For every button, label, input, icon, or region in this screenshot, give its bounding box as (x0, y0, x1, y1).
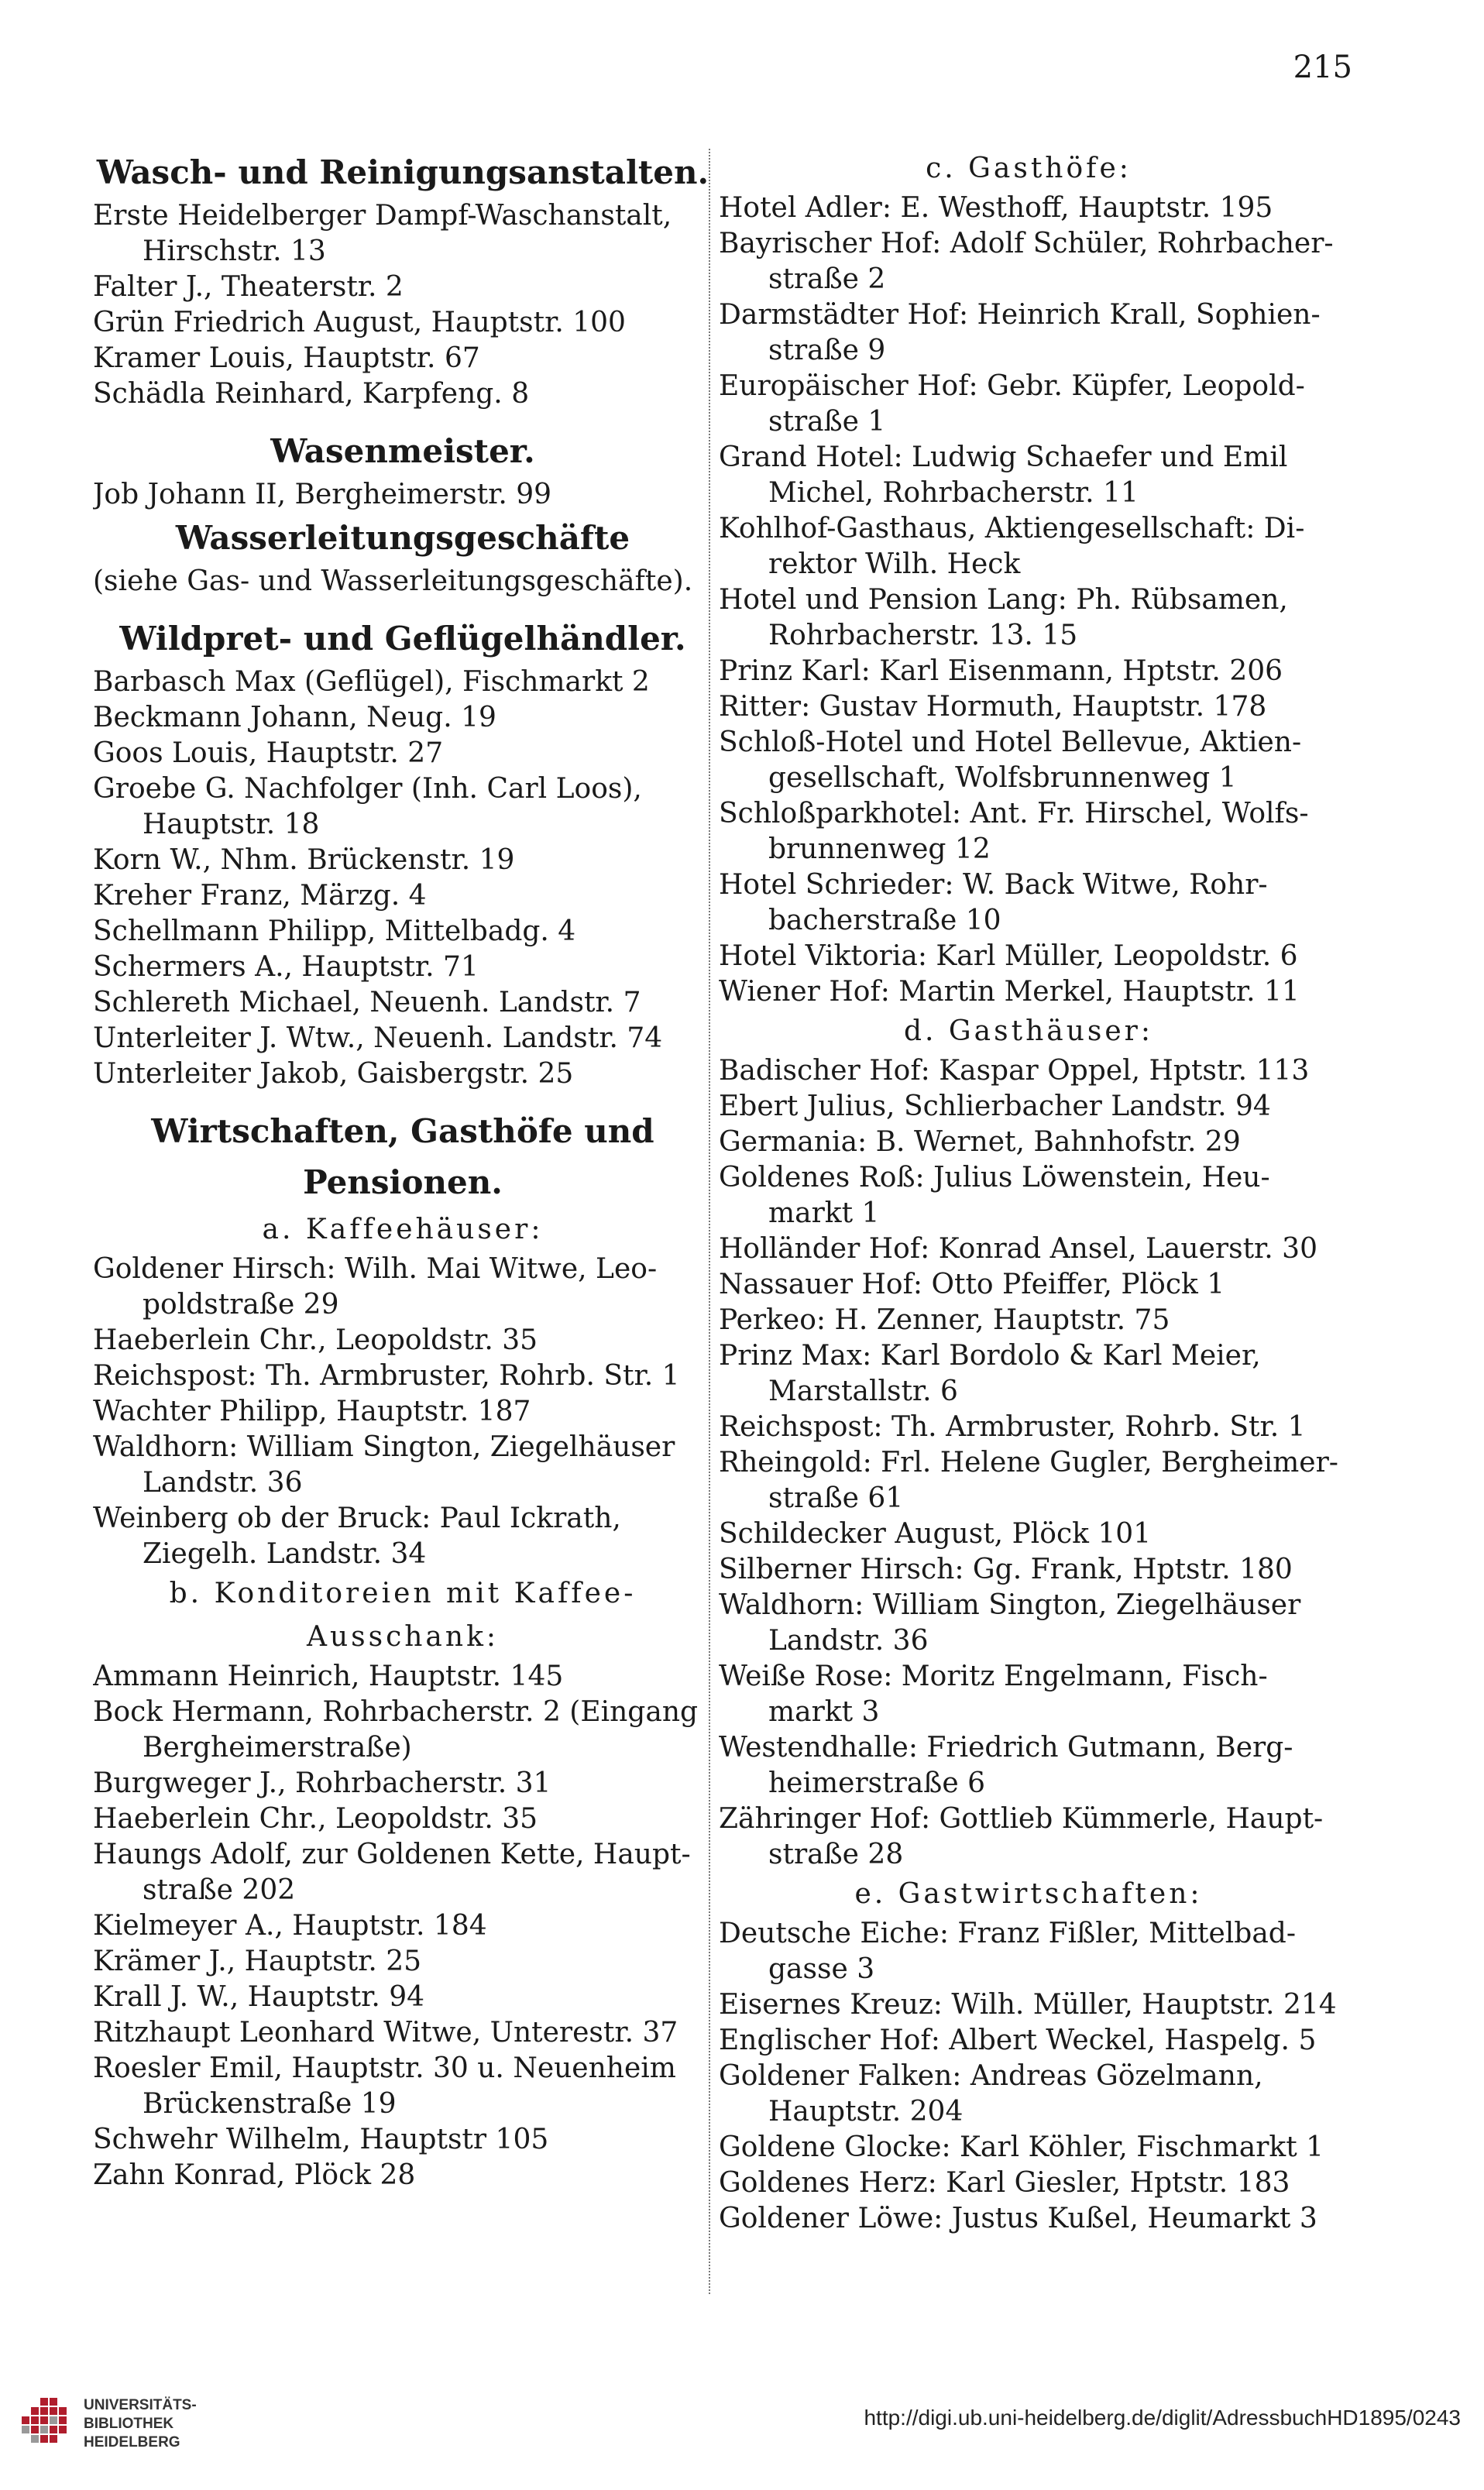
entry-continuation: Hauptstr. 18 (143, 809, 320, 840)
directory-entry: Eisernes Kreuz: Wilh. Müller, Hauptstr. 214 (719, 1989, 1337, 2021)
directory-entry: Schlereth Michael, Neuenh. Landstr. 7 (93, 987, 641, 1018)
university-library-logo-icon (17, 2393, 79, 2455)
directory-entry: Schildecker August, Plöck 101 (719, 1518, 1152, 1550)
directory-entry: Deutsche Eiche: Franz Fißler, Mittelbad- (719, 1918, 1296, 1949)
directory-entry: Kramer Louis, Hauptstr. 67 (93, 342, 480, 374)
library-name-line1: UNIVERSITÄTS- (84, 2397, 197, 2413)
entry-continuation: straße 9 (768, 335, 886, 366)
directory-entry: Hotel Viktoria: Karl Müller, Leopoldstr. 6 (719, 940, 1298, 972)
entry-continuation: straße 2 (768, 263, 886, 295)
entry-continuation: straße 1 (768, 406, 886, 438)
directory-entry: Goldener Löwe: Justus Kußel, Heumarkt 3 (719, 2203, 1317, 2234)
directory-entry: Schellmann Philipp, Mittelbadg. 4 (93, 915, 576, 947)
directory-entry: Zahn Konrad, Plöck 28 (93, 2159, 416, 2191)
subsection-heading: Ausschank: (306, 1621, 500, 1653)
entry-continuation: Ziegelh. Landstr. 34 (143, 1538, 427, 1570)
directory-entry: Reichspost: Th. Armbruster, Rohrb. Str. 1 (93, 1360, 680, 1392)
directory-entry: Prinz Max: Karl Bordolo & Karl Meier, (719, 1340, 1261, 1372)
directory-entry: Englischer Hof: Albert Weckel, Haspelg. 5 (719, 2025, 1317, 2056)
directory-entry: Wachter Philipp, Hauptstr. 187 (93, 1396, 531, 1427)
directory-entry: Zähringer Hof: Gottlieb Kümmerle, Haupt- (719, 1803, 1324, 1835)
entry-continuation: Marstallstr. 6 (768, 1376, 958, 1407)
directory-entry: Beckmann Johann, Neug. 19 (93, 702, 496, 733)
entry-continuation: markt 3 (768, 1696, 880, 1728)
library-name-line3: HEIDELBERG (84, 2434, 180, 2451)
directory-entry: Haungs Adolf, zur Goldenen Kette, Haupt- (93, 1839, 691, 1870)
directory-entry: Weiße Rose: Moritz Engelmann, Fisch- (719, 1661, 1268, 1692)
section-heading: Pensionen. (303, 1163, 503, 1201)
directory-entry: Hotel Adler: E. Westhoff, Hauptstr. 195 (719, 192, 1273, 224)
spacer (93, 1092, 713, 1106)
directory-entry: Silberner Hirsch: Gg. Frank, Hptstr. 180 (719, 1554, 1293, 1585)
directory-entry: Ritter: Gustav Hormuth, Hauptstr. 178 (719, 691, 1267, 723)
entry-continuation: poldstraße 29 (143, 1289, 339, 1321)
directory-entry: Bayrischer Hof: Adolf Schüler, Rohrbacher- (719, 228, 1334, 259)
directory-entry: Europäischer Hof: Gebr. Küpfer, Leopold- (719, 370, 1305, 402)
entry-continuation: heimerstraße 6 (768, 1767, 985, 1799)
entry-continuation: Landstr. 36 (143, 1467, 303, 1499)
directory-entry: Holländer Hof: Konrad Ansel, Lauerstr. 30 (719, 1233, 1317, 1265)
right-column (719, 147, 1338, 2237)
directory-entry: Hotel und Pension Lang: Ph. Rübsamen, (719, 584, 1288, 616)
section-heading: Wirtschaften, Gasthöfe und (151, 1112, 654, 1150)
directory-entry: Schloß-Hotel und Hotel Bellevue, Aktien- (719, 726, 1302, 758)
page-number: 215 (1293, 50, 1352, 85)
directory-entry: Schwehr Wilhelm, Hauptstr 105 (93, 2124, 549, 2155)
entry-continuation: markt 1 (768, 1197, 880, 1229)
directory-entry: Kielmeyer A., Hauptstr. 184 (93, 1910, 487, 1942)
directory-entry: Goldenes Herz: Karl Giesler, Hptstr. 183 (719, 2167, 1290, 2199)
section-heading: Wildpret- und Geflügelhändler. (119, 620, 686, 658)
directory-entry: Prinz Karl: Karl Eisenmann, Hptstr. 206 (719, 655, 1283, 687)
column-divider (709, 149, 710, 2294)
entry-continuation: Bergheimerstraße) (143, 1732, 412, 1764)
directory-entry: Krall J. W., Hauptstr. 94 (93, 1981, 425, 2013)
source-url[interactable]: http://digi.ub.uni-heidelberg.de/diglit/AdressbuchHD1895/0243 (864, 2406, 1461, 2430)
directory-entry: Bock Hermann, Rohrbacherstr. 2 (Eingang (93, 1696, 699, 1728)
directory-entry: Ritzhaupt Leonhard Witwe, Unterestr. 37 (93, 2017, 678, 2049)
directory-entry: Job Johann II, Bergheimerstr. 99 (93, 479, 552, 510)
entry-continuation: rektor Wilh. Heck (768, 548, 1021, 580)
directory-entry: Kohlhof-Gasthaus, Aktiengesellschaft: Di- (719, 513, 1305, 544)
section-heading: Wasch- und Reinigungsanstalten. (96, 153, 709, 191)
section-heading: Wasserleitungsgeschäfte (175, 519, 630, 557)
entry-continuation: bacherstraße 10 (768, 905, 1001, 936)
directory-entry: Grand Hotel: Ludwig Schaefer und Emil (719, 441, 1288, 473)
entry-continuation: Hauptstr. 204 (768, 2096, 964, 2128)
entry-continuation: Michel, Rohrbacherstr. 11 (768, 477, 1139, 509)
directory-entry: Rheingold: Frl. Helene Gugler, Bergheimer- (719, 1447, 1338, 1479)
left-column (93, 147, 713, 2193)
directory-entry: Goldener Hirsch: Wilh. Mai Witwe, Leo- (93, 1253, 658, 1285)
directory-entry: Grün Friedrich August, Hauptstr. 100 (93, 307, 626, 338)
directory-entry: Hotel Schrieder: W. Back Witwe, Rohr- (719, 869, 1268, 901)
entry-continuation: Landstr. 36 (768, 1625, 929, 1657)
directory-entry: Germania: B. Wernet, Bahnhofstr. 29 (719, 1126, 1241, 1158)
directory-entry: Ebert Julius, Schlierbacher Landstr. 94 (719, 1090, 1271, 1122)
directory-entry: Krämer J., Hauptstr. 25 (93, 1946, 422, 1977)
subsection-heading: a. Kaffeehäuser: (262, 1214, 544, 1245)
directory-entry: Goldene Glocke: Karl Köhler, Fischmarkt 1 (719, 2131, 1324, 2163)
directory-entry: Darmstädter Hof: Heinrich Krall, Sophien- (719, 299, 1321, 331)
directory-entry: Erste Heidelberger Dampf-Waschanstalt, (93, 200, 672, 232)
directory-entry: Haeberlein Chr., Leopoldstr. 35 (93, 1803, 538, 1835)
entry-continuation: gasse 3 (768, 1953, 875, 1985)
entry-continuation: straße 202 (143, 1874, 296, 1906)
directory-entry: Goldenes Roß: Julius Löwenstein, Heu- (719, 1162, 1270, 1193)
directory-entry: Reichspost: Th. Armbruster, Rohrb. Str. 1 (719, 1411, 1306, 1443)
directory-entry: Kreher Franz, Märzg. 4 (93, 880, 427, 912)
directory-entry: Ammann Heinrich, Hauptstr. 145 (93, 1661, 564, 1692)
subsection-heading: c. Gasthöfe: (926, 153, 1132, 184)
directory-entry: Perkeo: H. Zenner, Hauptstr. 75 (719, 1304, 1170, 1336)
directory-entry: Roesler Emil, Hauptstr. 30 u. Neuenheim (93, 2052, 676, 2084)
directory-entry: Unterleiter J. Wtw., Neuenh. Landstr. 74 (93, 1022, 663, 1054)
directory-entry: Badischer Hof: Kaspar Oppel, Hptstr. 113 (719, 1055, 1310, 1087)
subsection-heading: e. Gastwirtschaften: (854, 1878, 1203, 1910)
library-name-line2: BIBLIOTHEK (84, 2416, 174, 2432)
directory-entry: Schädla Reinhard, Karpfeng. 8 (93, 378, 530, 410)
directory-entry: Falter J., Theaterstr. 2 (93, 271, 404, 303)
directory-entry: Unterleiter Jakob, Gaisbergstr. 25 (93, 1058, 574, 1090)
entry-continuation: gesellschaft, Wolfsbrunnenweg 1 (768, 762, 1237, 794)
directory-entry: Nassauer Hof: Otto Pfeiffer, Plöck 1 (719, 1269, 1225, 1300)
directory-entry: Schermers A., Hauptstr. 71 (93, 951, 479, 983)
directory-entry: Goos Louis, Hauptstr. 27 (93, 737, 444, 769)
directory-entry: Haeberlein Chr., Leopoldstr. 35 (93, 1324, 538, 1356)
subsection-heading: b. Konditoreien mit Kaffee- (169, 1578, 637, 1609)
directory-entry: Wiener Hof: Martin Merkel, Hauptstr. 11 (719, 976, 1300, 1008)
entry-continuation: Rohrbacherstr. 13. 15 (768, 620, 1078, 651)
directory-entry: Waldhorn: William Sington, Ziegelhäuser (719, 1589, 1301, 1621)
entry-continuation: Brückenstraße 19 (143, 2088, 397, 2120)
spacer (93, 599, 713, 613)
directory-entry: Westendhalle: Friedrich Gutmann, Berg- (719, 1732, 1293, 1764)
directory-entry: Goldener Falken: Andreas Gözelmann, (719, 2060, 1263, 2092)
directory-entry: Weinberg ob der Bruck: Paul Ickrath, (93, 1503, 621, 1534)
library-name (84, 2396, 197, 2452)
directory-entry: Korn W., Nhm. Brückenstr. 19 (93, 844, 515, 876)
directory-entry: Barbasch Max (Geflügel), Fischmarkt 2 (93, 666, 650, 698)
directory-entry: Groebe G. Nachfolger (Inh. Carl Loos), (93, 773, 642, 805)
entry-continuation: brunnenweg 12 (768, 833, 991, 865)
directory-entry: Schloßparkhotel: Ant. Fr. Hirschel, Wolfs- (719, 798, 1309, 829)
spacer (93, 412, 713, 426)
footer (0, 2379, 1484, 2490)
section-heading: Wasenmeister. (270, 432, 535, 470)
entry-continuation: straße 61 (768, 1482, 904, 1514)
directory-entry: (siehe Gas- und Wasserleitungsgeschäfte). (93, 565, 693, 597)
subsection-heading: d. Gasthäuser: (903, 1015, 1154, 1047)
directory-entry: Burgweger J., Rohrbacherstr. 31 (93, 1767, 551, 1799)
entry-continuation: Hirschstr. 13 (143, 235, 326, 267)
directory-entry: Waldhorn: William Sington, Ziegelhäuser (93, 1431, 675, 1463)
entry-continuation: straße 28 (768, 1839, 904, 1870)
